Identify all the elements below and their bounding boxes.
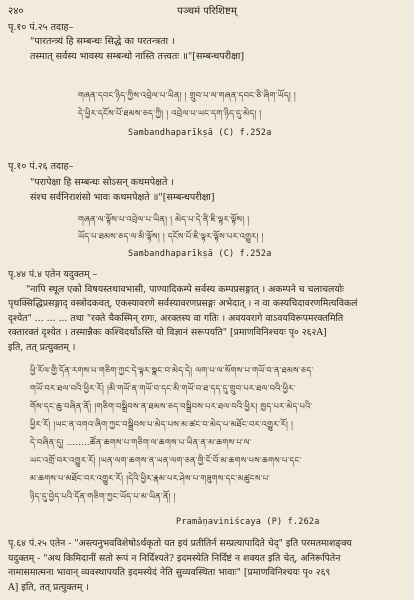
entry-3-line-5: रक्तारक्तं दृश्येत । तस्मान्नैकः कश्चिदर्थोऽस्ति यो विज्ञानं सरूपयति" [प्रमाणविनिश्चयः पृ० २६२A]	[8, 327, 327, 338]
entry-1-source: Sambandhaparīkṣā (C) f.252a	[128, 128, 272, 138]
entry-4-line-4: A] इति, तत् प्रत्युक्तम् ।	[8, 581, 89, 593]
entry-3-line-1: पृ.४४ पं.४ एतेन यदुक्तम् –	[8, 269, 98, 280]
entry-4-line-3: नामासमात्मना भावान् व्यवस्थापयति इदमस्येदं नेति सुव्यवस्थिता भावाः" [प्रमाणविनिश्चयः पृ० २६९	[8, 567, 331, 578]
entry-1-verse-line-1: "पारतन्त्र्यं हि सम्बन्धः सिद्धे का परतन्त्रता ।	[30, 36, 175, 47]
entry-3-tibetan-line-1: ཕྱི་རོལ་གྱི་དོན་རགས་པ་གཅིག་ཀྱང་དེ་ལྟར་སྣང་བ་མེད་དེ། ལག་པ་ལ་སོགས་པ་གཡོ་བ་ན་ཐམས་ཅད་	[30, 365, 314, 375]
entry-1-tibetan-line-2: དེ་ཕྱིར་དངོས་པོ་ཐམས་ཅད་ཀྱི། ། འབྲེལ་པ་ཡང་དག་ཉིད་དུ་མེད། །	[78, 108, 262, 118]
entry-3-source: Pramāṇaviniścaya (P) f.262a	[176, 517, 320, 527]
entry-3-paragraph	[8, 268, 406, 355]
entry-3-line-3: पृथक्सिद्धिप्रसङ्गाद् वस्त्रोदकवत्, एकस्यावरणे सर्वस्यावरणप्रसङ्गः अभेदात् । न वा कस्यचिदावरणमित्यविकलं	[8, 298, 358, 309]
entry-4-paragraph	[8, 537, 406, 595]
entry-1-verse-line-2: तस्मात् सर्वस्य भावस्य सम्बन्धो नास्ति तत्त्वतः ॥"[सम्बन्धपरीक्षा]	[30, 51, 245, 62]
entry-1-tibetan-line-1: གཞན་དབང་ཉིད་ཀྱིས་འབྲེལ་པ་ཡིན། ། གྲུབ་པ་ལ་གཞན་དབང་ཅི་ཞིག་ཡོད། །	[78, 90, 296, 100]
page-number: २४०	[8, 6, 24, 17]
entry-3-tibetan-line-8: ཉིད་དུ་བྱེད་པའི་དོན་གཅིག་ཀྱང་ཡོད་པ་མ་ཡིན་ནོ། །	[30, 491, 176, 501]
entry-2-tibetan-line-2: ཡོད་པ་ཐམས་ཅད་ལ་མི་ལྟོས། ། དངོས་པོ་ཇི་ལྟར་ལྟོས་པར་འགྱུར། །	[78, 231, 264, 241]
entry-2-verse-line-1: "परापेक्षा हि सम्बन्धः सोऽसन् कथमपेक्षते ।	[30, 177, 174, 188]
entry-4-line-1: पृ.६४ पं.२५ एतेन - "अस्त्यनुभवविशेषोऽर्थकृतो यत इयं प्रतीतिर्न सम्प्रत्यापादिते चेद्" इति परमतमाशङ्क्य	[8, 538, 352, 549]
entry-3-tibetan-line-5: དེ་བཞིན་དུ། ........ཚོན་ཆགས་པ་གཅིག་ལ་ཆགས་པ་ཡིན་ན་མ་ཆགས་པ་ལ་	[30, 437, 252, 447]
entry-3-tibetan-line-3: གོས་དང་ཆུ་བཞིན་ནོ། །གཅིག་བསྒྲིབས་ན་ཐམས་ཅད་བསྒྲིབས་པར་ཐལ་བའི་ཕྱིར། ཁྱད་པར་མེད་པའི་	[30, 401, 313, 411]
page-title: पञ्चमं परिशिष्टम्	[177, 6, 237, 17]
entry-3-tibetan-line-6: ཡང་འགྲོ་བར་འགྱུར་རོ། །ཡན་ལག་ཆགས་ན་ཡན་ལག་ཅན་གྱི་ངོ་བོ་མ་ཆགས་པས་ཆགས་པ་དང་	[30, 455, 302, 465]
entry-2-verse-line-2: संश्च सर्वनिराशंसो भावः कथमपेक्षते ॥"[सम्बन्धपरीक्षा]	[30, 192, 215, 203]
entry-3-tibetan-line-7: མ་ཆགས་པ་མཐོང་བར་འགྱུར་རོ། །དེའི་ཕྱིར་རྣམ་པར་ཤེས་པ་གཟུགས་དང་མཚུངས་པ་	[30, 473, 271, 483]
entry-3-tibetan-line-2: གཡོ་བར་ཐལ་བའི་ཕྱིར་རོ། །མི་གཡོ་ན་གཡོ་བ་དང་མི་གཡོ་བ་ཐ་དད་དུ་གྲུབ་པར་ཐལ་བའི་ཕྱིར་	[30, 383, 296, 393]
entry-2-ref: पृ.१० पं.२६ तदाह–	[8, 161, 74, 172]
entry-3-line-6: इति, तत् प्रत्युक्तम् ।	[8, 341, 76, 353]
entry-3-tibetan-line-4: ཕྱིར་རོ། །ཡང་ན་འགའ་ཞིག་ཀྱང་བསྒྲིབས་པ་མེད་པས་མ་ཚང་བ་མེད་པ་མཐོང་བར་འགྱུར་རོ། །	[30, 419, 294, 429]
entry-3-line-2: "नापि स्थूल एको विषयस्तथावभासी, पाण्यादिकम्पे सर्वस्य कम्पप्रसङ्गात् । अकम्पने च चलाचलयोः	[26, 283, 345, 295]
entry-2-source: Sambandhaparīkṣā (C) f.252a	[128, 249, 272, 259]
entry-4-line-2: यदुक्तम् - "अथ किमिदानीं सतो रूपं न निर्दिश्यते? इदमस्येति निर्दिष्टं न शक्यत इति चेत्, अनिरूपितेन	[8, 552, 341, 564]
entry-1-ref: पृ.१० पं.२५ तदाह–	[8, 22, 74, 33]
entry-3-line-4: दृश्येत" ... ... ... तथा "रक्ते चैकस्मिन् रागः, अरक्तस्य वा गतिः । अवयवरागे वाऽवयविरूपमरक्तमिति	[8, 312, 344, 324]
entry-2-tibetan-line-1: གཞན་ལ་ལྟོས་པ་འབྲེལ་པ་ཡིན། ། མེད་པ་དེ་ནི་ཇི་ལྟར་ལྟོས། །	[78, 214, 250, 224]
